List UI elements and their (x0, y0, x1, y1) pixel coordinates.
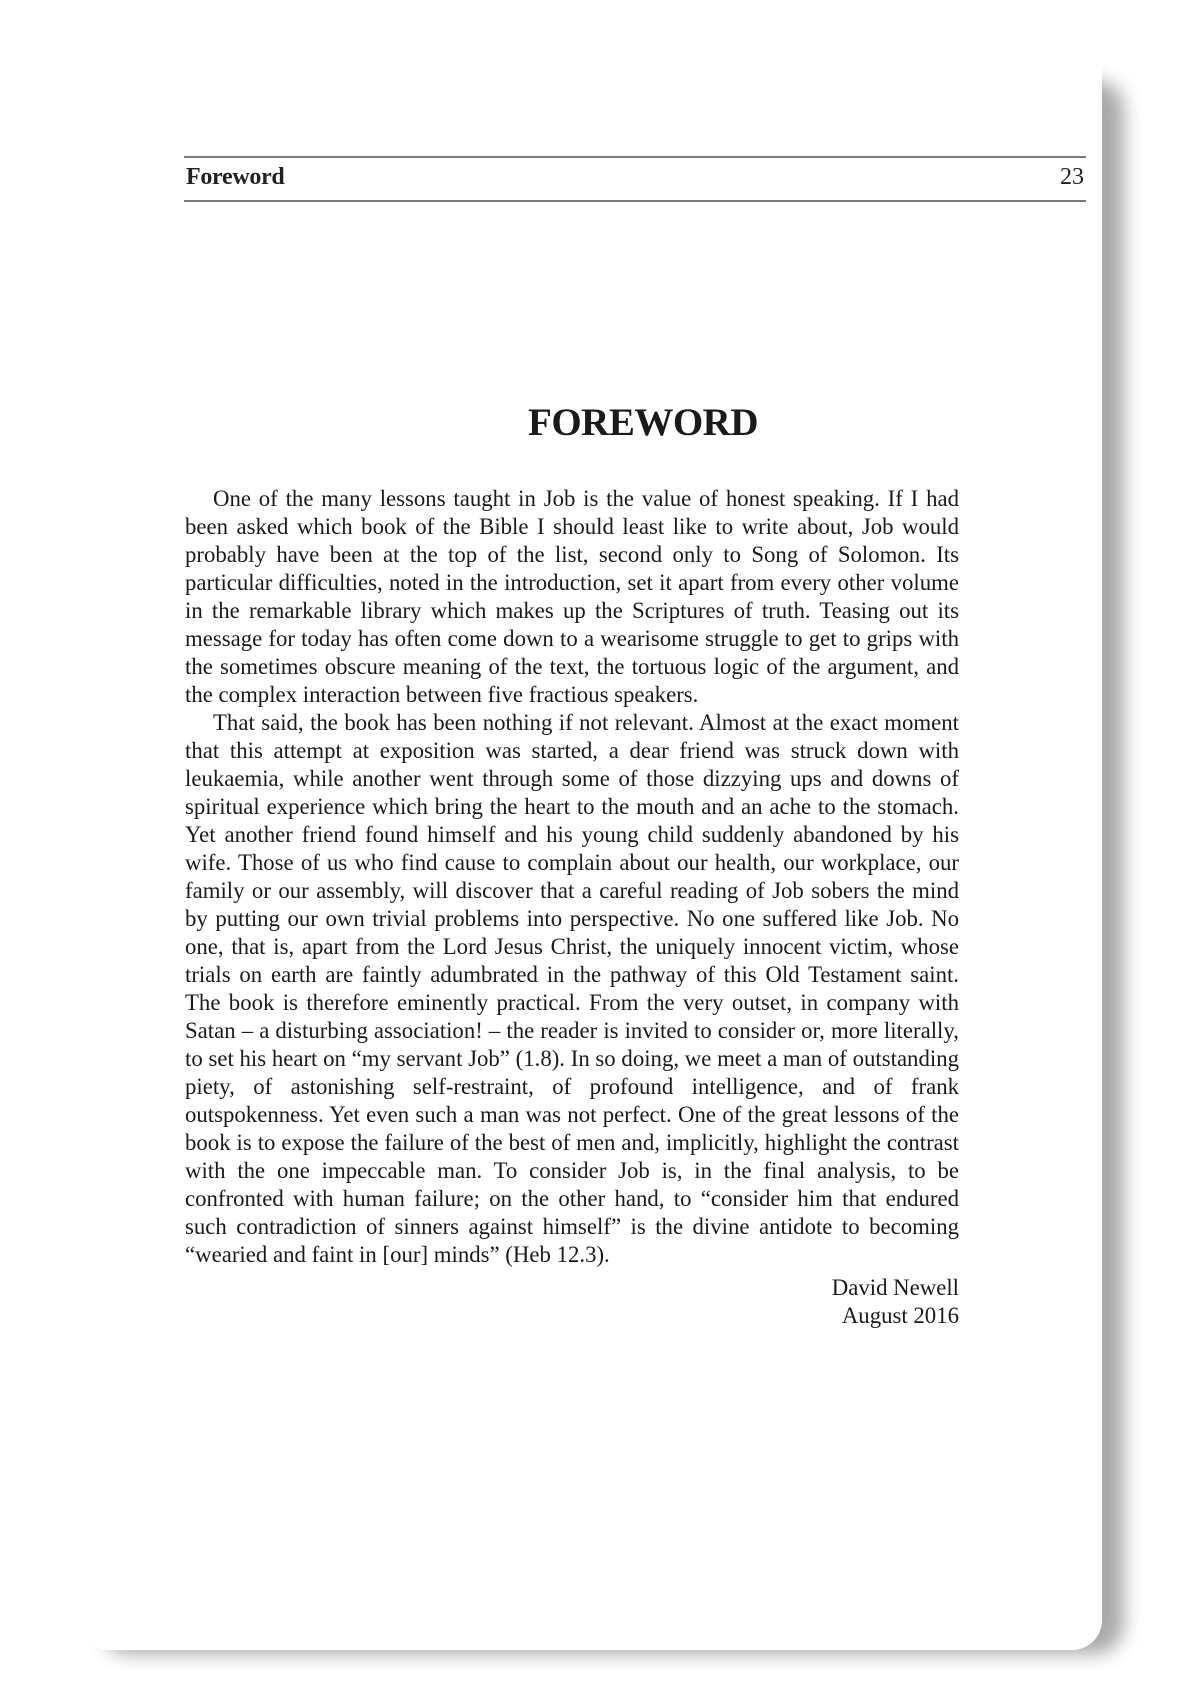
chapter-title: FOREWORD (528, 401, 758, 444)
book-page (76, 52, 1102, 1650)
foreword-body (185, 485, 959, 1269)
paragraph: That said, the book has been nothing if not relevant. Almost at the exact moment that this attempt at exposition was started, a dear friend was struck down with leukaemia, while another went through some of those dizzying ups and downs of spiritual experience which bring the heart to the mouth and an ache to the stomach. Yet another friend found himself and his young child suddenly abandoned by his wife. Those of us who find cause to complain about our health, our workplace, our family or our assembly, will discover that a careful reading of Job sobers the mind by putting our own trivial problems into perspective. No one suffered like Job. No one, that is, apart from the Lord Jesus Christ, the uniquely innocent victim, whose trials on earth are faintly adumbrated in the pathway of this Old Testament saint. The book is therefore eminently practical. From the very outset, in company with Satan – a disturbing association! – the reader is invited to consider or, more literally, to set his heart on “my servant Job” (1.8). In so doing, we meet a man of outstanding piety, of astonishing self-restraint, of profound intelligence, and of frank outspokenness. Yet even such a man was not perfect. One of the great lessons of the book is to expose the failure of the best of men and, implicitly, highlight the contrast with the one impeccable man. To consider Job is, in the final analysis, to be confronted with human failure; on the other hand, to “consider him that endured such contradiction of sinners against himself” is the divine antidote to becoming “wearied and faint in [our] minds” (Heb 12.3). (185, 710, 959, 1267)
page-number: 23 (1060, 164, 1084, 190)
signature-date: August 2016 (841, 1303, 959, 1328)
author-name: David Newell (831, 1275, 959, 1300)
paragraph: One of the many lessons taught in Job is the value of honest speaking. If I had been asked which book of the Bible I should least like to write about, Job would probably have been at the top of the list, second only to Song of Solomon. Its particular difficulties, noted in the introduction, set it apart from every other volume in the remarkable library which makes up the Scriptures of truth. Teasing out its message for today has often come down to a wearisome struggle to get to grips with the sometimes obscure meaning of the text, the tortuous logic of the argument, and the complex interaction between five fractious speakers. (185, 486, 959, 707)
signature-block (735, 1274, 959, 1330)
running-header (184, 156, 1086, 202)
running-header-title: Foreword (186, 164, 285, 190)
